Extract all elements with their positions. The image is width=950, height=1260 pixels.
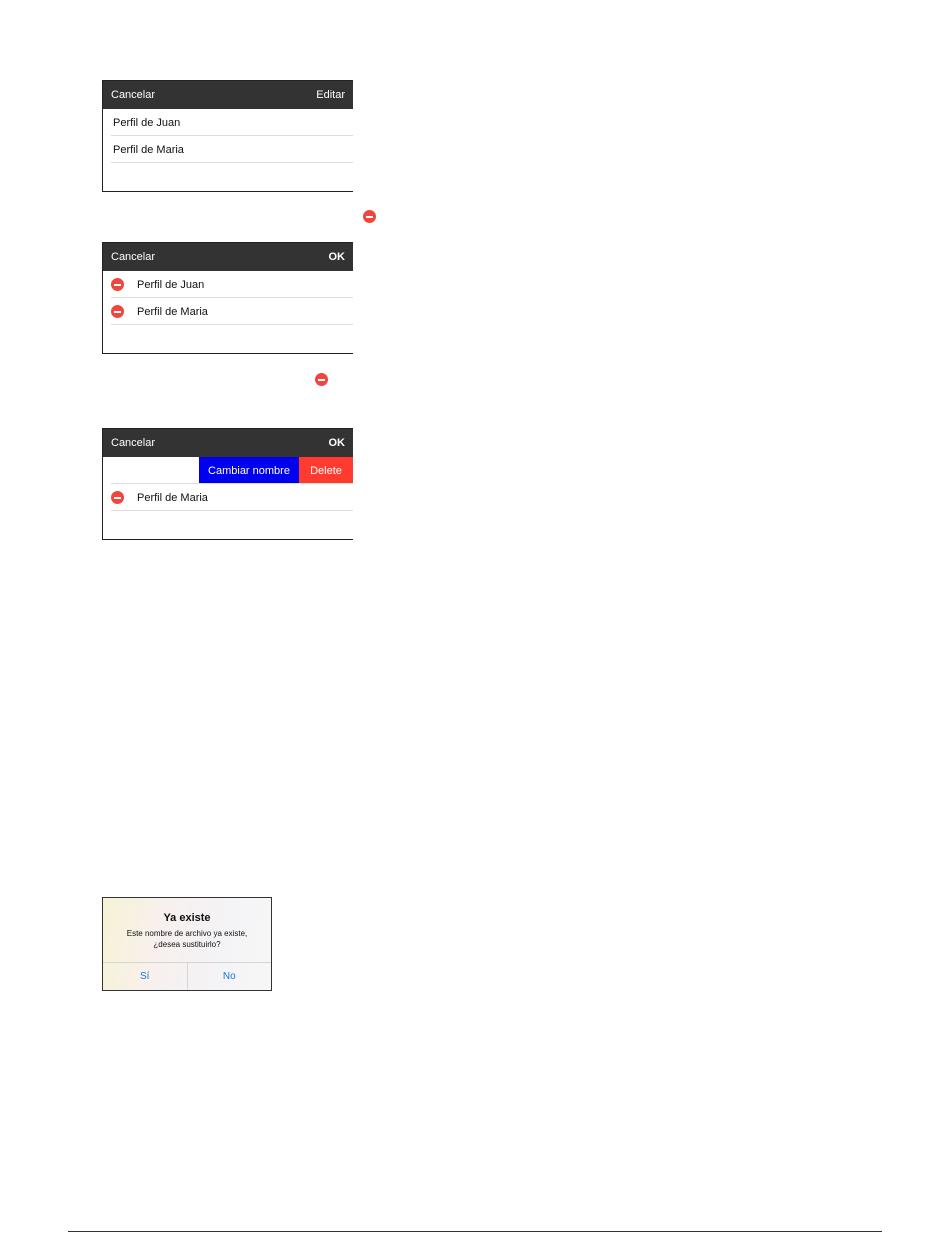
minus-circle-icon (315, 373, 328, 386)
list-item-label: Perfil de Maria (137, 305, 208, 318)
list-item-label: Perfil de Juan (113, 116, 181, 129)
list-item[interactable] (103, 271, 353, 298)
profiles-panel-swipe (102, 428, 353, 540)
footer-divider (68, 1231, 882, 1232)
cancel-button[interactable]: Cancelar (111, 437, 156, 449)
nav-bar (103, 81, 353, 109)
alert-message: Este nombre de archivo ya existe, ¿desea sustituirlo? (126, 929, 248, 949)
minus-circle-icon (363, 210, 376, 223)
yes-button[interactable]: Sí (140, 971, 150, 982)
list-item[interactable] (103, 136, 353, 163)
edit-button[interactable]: Editar (316, 89, 345, 101)
empty-row (103, 325, 353, 352)
profiles-panel-normal (102, 80, 353, 192)
delete-minus-icon[interactable] (111, 491, 124, 504)
no-button[interactable]: No (187, 963, 272, 990)
list-item-label: Perfil de Maria (137, 491, 208, 504)
swiped-row-content (103, 457, 199, 484)
delete-minus-icon[interactable] (111, 278, 124, 291)
empty-row (103, 163, 353, 190)
ok-button[interactable]: OK (328, 437, 345, 449)
cancel-button[interactable]: Cancelar (111, 89, 156, 101)
alert-title: Ya existe (163, 912, 211, 924)
rename-button[interactable]: Cambiar nombre (199, 457, 299, 484)
nav-bar (103, 243, 353, 271)
ok-button[interactable]: OK (328, 251, 345, 263)
nav-bar (103, 429, 353, 457)
cancel-button[interactable]: Cancelar (111, 251, 156, 263)
delete-minus-icon[interactable] (111, 305, 124, 318)
list-item[interactable] (103, 484, 353, 511)
list-item[interactable] (103, 109, 353, 136)
list-item[interactable] (103, 298, 353, 325)
alert-dialog (102, 897, 272, 991)
list-item-label: Perfil de Maria (113, 143, 184, 156)
empty-row (103, 511, 353, 538)
delete-button[interactable]: Delete (299, 457, 353, 484)
alert-actions (103, 962, 271, 990)
profiles-panel-editing (102, 242, 353, 354)
swiped-list-item (103, 457, 353, 484)
list-item-label: Perfil de Juan (137, 278, 205, 291)
